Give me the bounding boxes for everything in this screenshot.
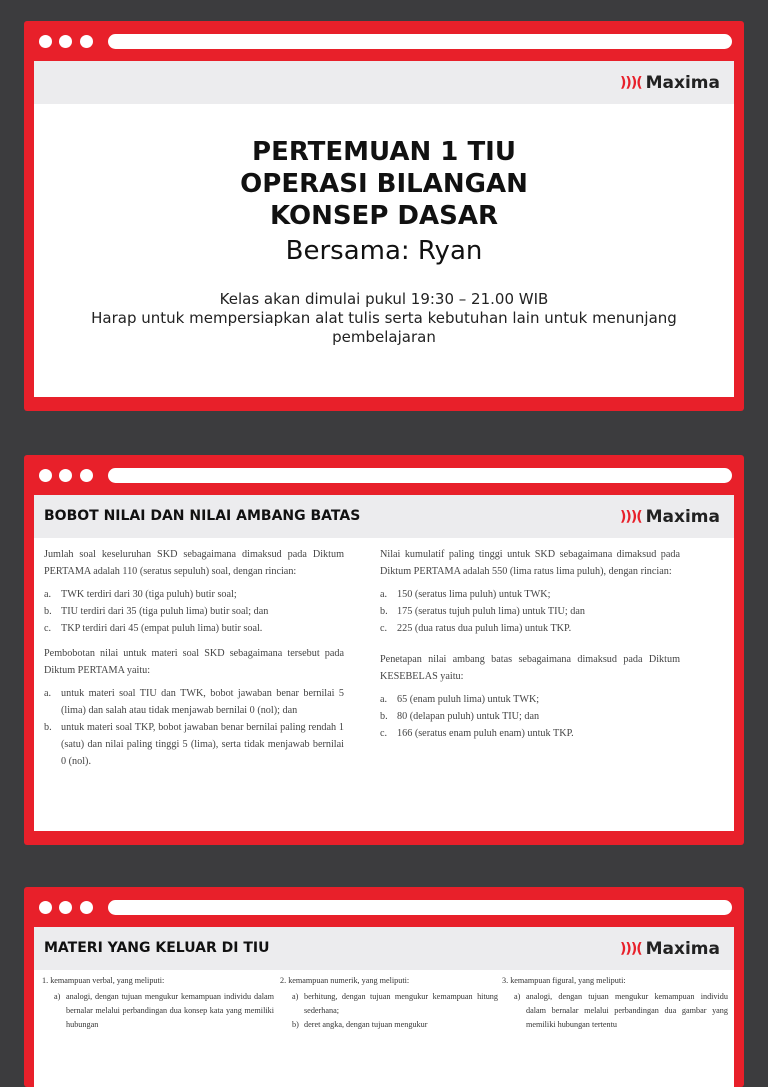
soundwave-icon: )))( — [620, 508, 642, 525]
brand-logo — [620, 495, 720, 538]
section-title: MATERI YANG KELUAR DI TIU — [44, 940, 270, 956]
list-item: b. untuk materi soal TKP, bobot jawaban benar bernilai paling rendah 1 (satu) dan nilai paling tinggi 5 (lima), serta tidak menjawab bernilai 0 (nol). — [44, 722, 344, 767]
list — [44, 685, 344, 770]
window-chrome — [24, 455, 744, 495]
list-item: b. 175 (seratus tujuh puluh lima) untuk TIU; dan — [380, 606, 585, 617]
material-item: b) deret angka, dengan tujuan mengukur — [292, 1020, 428, 1029]
material-item: a) berhitung, dengan tujuan mengukur kemampuan hitung sederhana; — [292, 992, 498, 1015]
class-info — [34, 290, 734, 347]
list-item: b. 80 (delapan puluh) untuk TIU; dan — [380, 711, 540, 722]
list — [44, 586, 344, 637]
soundwave-icon: )))( — [620, 74, 642, 91]
list-item: c. 225 (dua ratus dua puluh lima) untuk TKP. — [380, 623, 572, 634]
title-line-3: KONSEP DASAR — [269, 201, 498, 231]
slide-scoring — [24, 455, 744, 845]
material-heading: 3. kemampuan figural, yang meliputi: — [502, 976, 626, 985]
list-item: a. 150 (seratus lima puluh) untuk TWK; — [380, 589, 551, 600]
slide-header — [34, 61, 734, 104]
window-chrome — [24, 887, 744, 927]
material-heading: 2. kemampuan numerik, yang meliputi: — [280, 976, 410, 985]
slide-header — [34, 927, 734, 970]
window-dot — [39, 469, 52, 482]
address-bar — [108, 34, 732, 49]
window-dot — [80, 469, 93, 482]
right-column — [380, 546, 680, 750]
paragraph: Penetapan nilai ambang batas sebagaimana dimaksud pada Diktum KESEBELAS yaitu: — [380, 654, 680, 682]
brand-name: Maxima — [645, 938, 720, 959]
soundwave-icon: )))( — [620, 940, 642, 957]
slide-panel — [34, 495, 734, 831]
window-dot — [59, 35, 72, 48]
list-item: c. 166 (seratus enam puluh enam) untuk TKP. — [380, 728, 574, 739]
material-item: a) analogi, dengan tujuan mengukur kemampuan individu dalam bernalar melalui perbandingan dua konsep kata yang memiliki hubungan — [54, 992, 274, 1029]
list-item: b. TIU terdiri dari 35 (tiga puluh lima) butir soal; dan — [44, 606, 269, 617]
title-line-1: PERTEMUAN 1 TIU — [252, 137, 516, 167]
brand-logo — [620, 61, 720, 104]
window-dot — [59, 901, 72, 914]
slide-cover — [24, 21, 744, 411]
presenter: Bersama: Ryan — [285, 236, 483, 266]
material-heading: 1. kemampuan verbal, yang meliputi: — [42, 976, 165, 985]
brand-name: Maxima — [645, 506, 720, 527]
slide-panel — [34, 61, 734, 397]
material-item: a) analogi, dengan tujuan mengukur kemampuan individu dalam bernalar melalui perbandingan dua gambar yang memiliki hubungan tertentu — [514, 992, 728, 1029]
list — [380, 691, 680, 742]
list-item: c. TKP terdiri dari 45 (empat puluh lima) butir soal. — [44, 623, 263, 634]
slide-header — [34, 495, 734, 538]
preparation-text: Harap untuk mempersiapkan alat tulis serta kebutuhan lain untuk menunjang pembelajaran — [91, 309, 677, 346]
brand-name: Maxima — [645, 72, 720, 93]
slide-materials — [24, 887, 744, 1087]
section-title: BOBOT NILAI DAN NILAI AMBANG BATAS — [44, 508, 361, 524]
window-chrome — [24, 21, 744, 61]
window-dot — [59, 469, 72, 482]
cover-content — [34, 136, 734, 347]
brand-logo — [620, 927, 720, 970]
window-dot — [39, 901, 52, 914]
left-column — [44, 546, 344, 778]
schedule-text: Kelas akan dimulai pukul 19:30 – 21.00 WIB — [219, 290, 549, 308]
list-item: a. 65 (enam puluh lima) untuk TWK; — [380, 694, 540, 705]
address-bar — [108, 900, 732, 915]
window-dot — [80, 35, 93, 48]
title-line-2: OPERASI BILANGAN — [240, 169, 528, 199]
window-dot — [39, 35, 52, 48]
material-column-2 — [280, 974, 498, 1032]
window-dot — [80, 901, 93, 914]
paragraph: Jumlah soal keseluruhan SKD sebagaimana dimaksud pada Diktum PERTAMA adalah 110 (seratus sepuluh) soal, dengan rincian: — [44, 549, 344, 577]
address-bar — [108, 468, 732, 483]
material-column-3 — [502, 974, 728, 1032]
paragraph: Nilai kumulatif paling tinggi untuk SKD sebagaimana dimaksud pada Diktum PERTAMA adalah 550 (lima ratus lima puluh), dengan rincian: — [380, 549, 680, 577]
slide-panel — [34, 927, 734, 1087]
paragraph: Pembobotan nilai untuk materi soal SKD sebagaimana tersebut pada Diktum PERTAMA yaitu: — [44, 648, 344, 676]
list-item: a. untuk materi soal TIU dan TWK, bobot jawaban benar bernilai 5 (lima) dan salah atau tidak menjawab bernilai 0 (nol); dan — [44, 688, 344, 716]
list-item: a. TWK terdiri dari 30 (tiga puluh) butir soal; — [44, 589, 237, 600]
list — [380, 586, 680, 637]
material-column-1 — [42, 974, 274, 1032]
